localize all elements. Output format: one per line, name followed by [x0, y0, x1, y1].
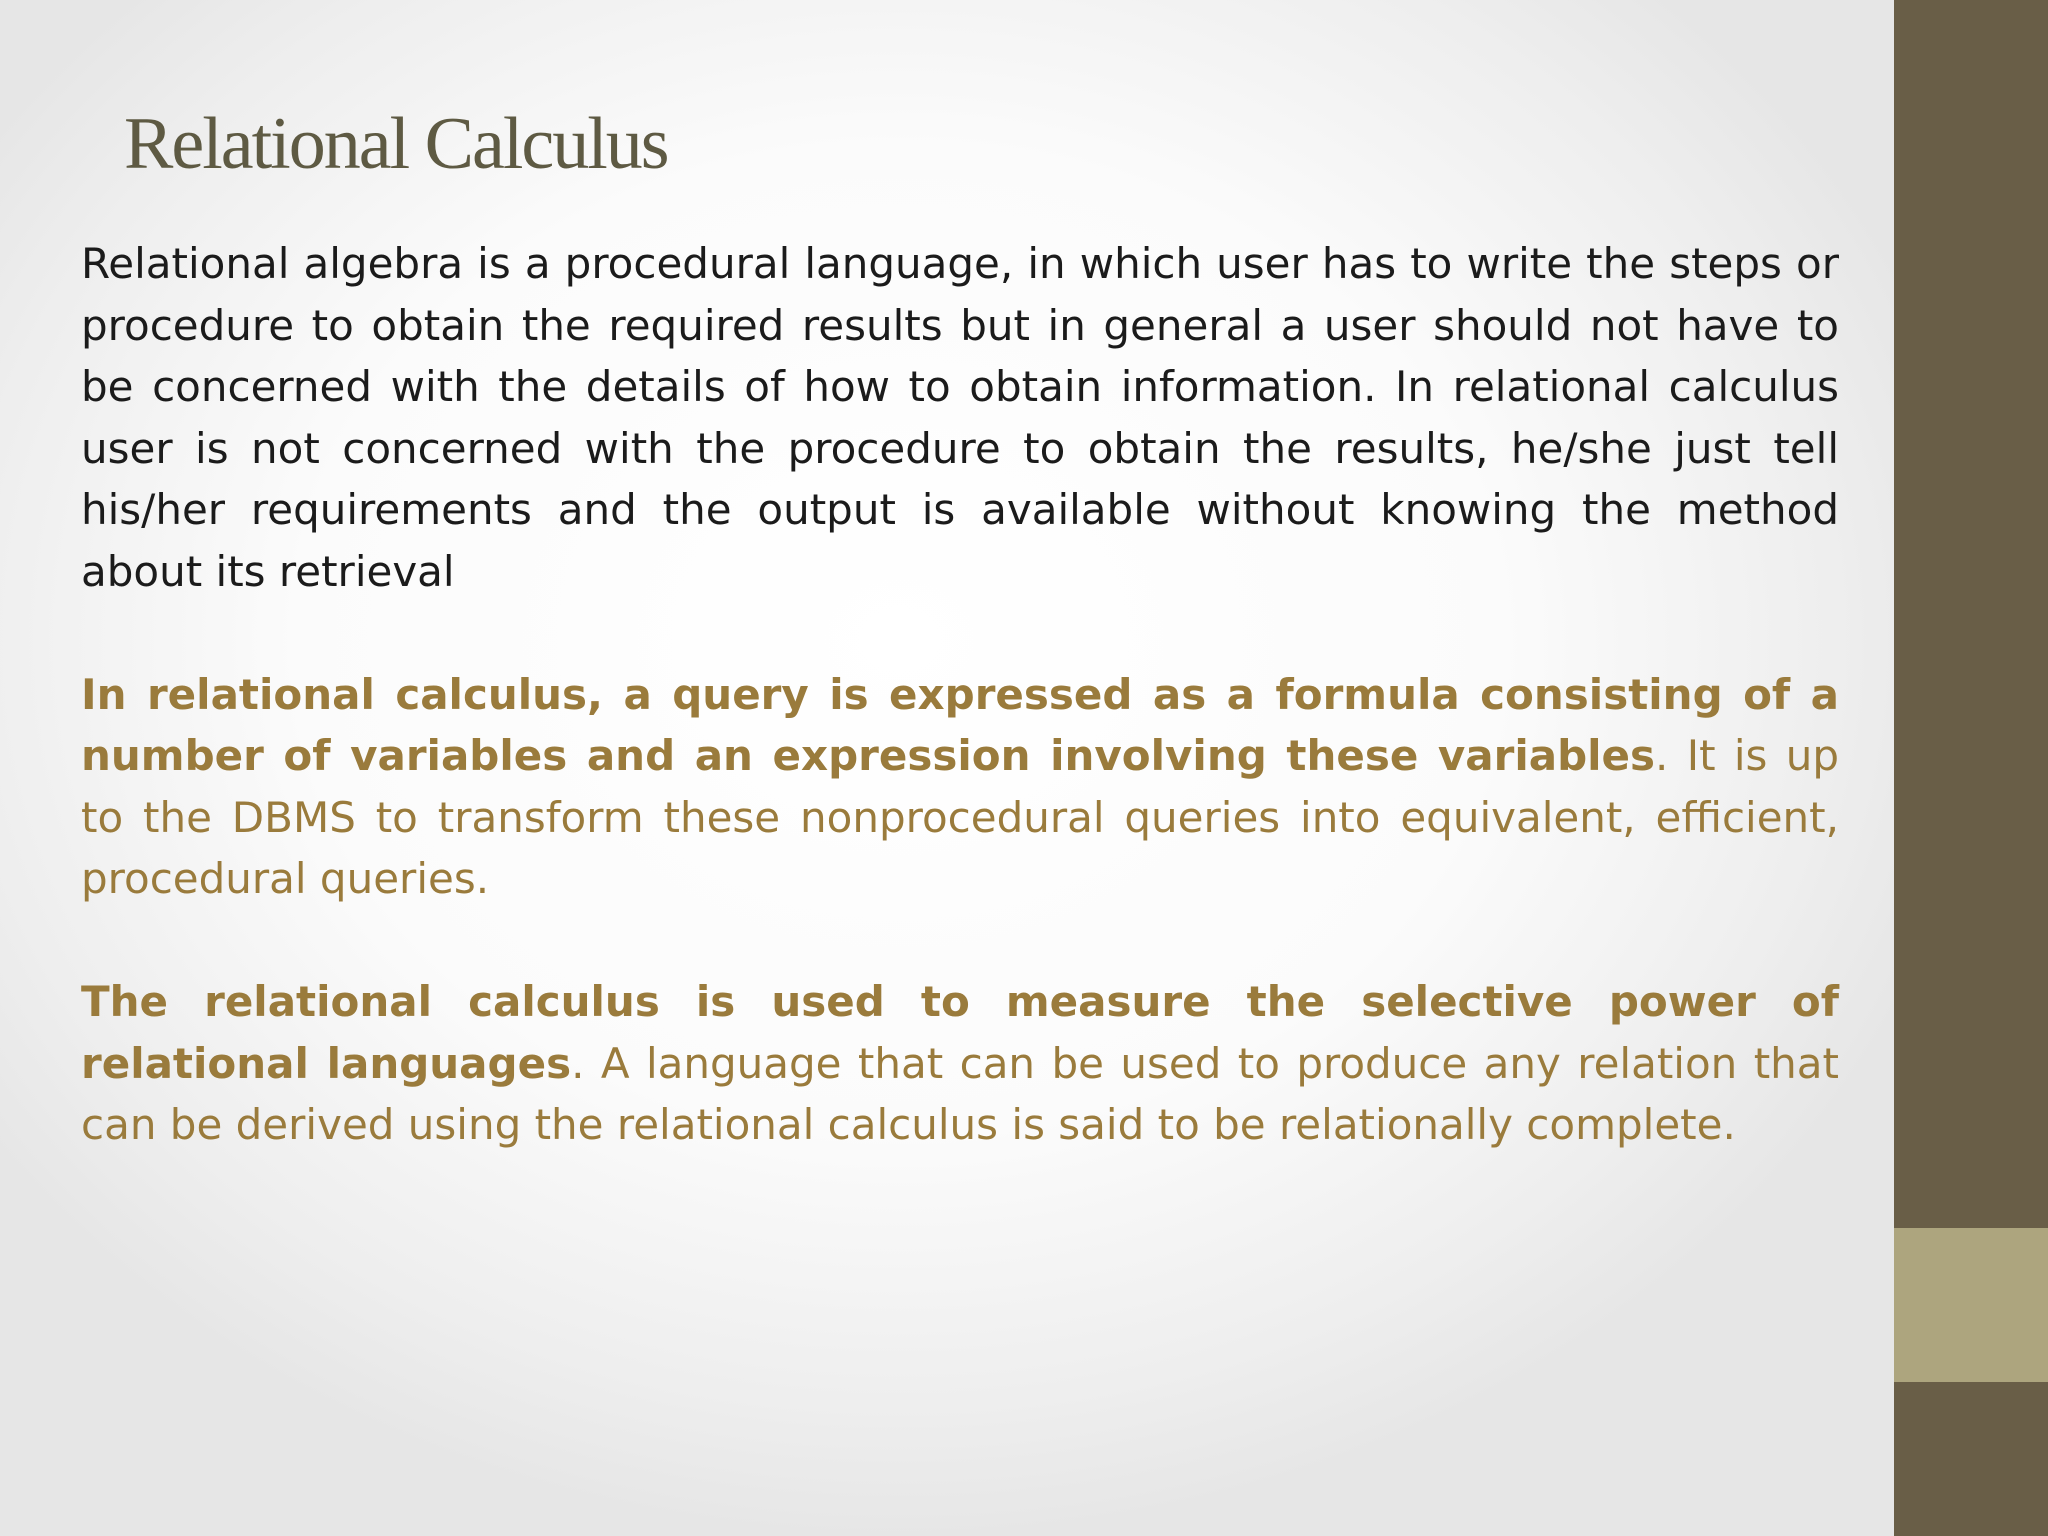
side-bar-dark-segment-bottom: [1894, 1382, 2048, 1536]
paragraph-query-formula-bold: In relational calculus, a query is expressed as a formula consisting of a number of variables and an expression involving these variables: [81, 669, 1839, 780]
slide-title: Relational Calculus: [124, 103, 668, 185]
paragraph-query-formula: [81, 664, 1839, 910]
paragraph-relational-algebra: Relational algebra is a procedural language, in which user has to write the steps or procedure to obtain the required results but in general a user should not have to be concerned with the details of how to obtain information. In relational calculus user is not concerned with the procedure to obtain the results, he/she just tell his/her requirements and the output is available without knowing the method about its retrieval: [81, 239, 1839, 596]
side-decoration-bar: [1894, 0, 2048, 1536]
paragraph-selective-power-rest: . A language that can be used to produce any relation that can be derived using the relational calculus is said to be relationally complete.: [81, 1038, 1839, 1149]
paragraph-selective-power: [81, 971, 1839, 1156]
slide-body: [81, 233, 1839, 1156]
side-bar-dark-segment: [1894, 0, 2048, 1228]
paragraph-selective-power-bold: The relational calculus is used to measure the selective power of relational languages: [81, 977, 1839, 1088]
side-bar-light-segment: [1894, 1228, 2048, 1382]
paragraph-query-formula-rest: . It is up to the DBMS to transform these nonprocedural queries into equivalent, efficient, procedural queries.: [81, 731, 1840, 903]
